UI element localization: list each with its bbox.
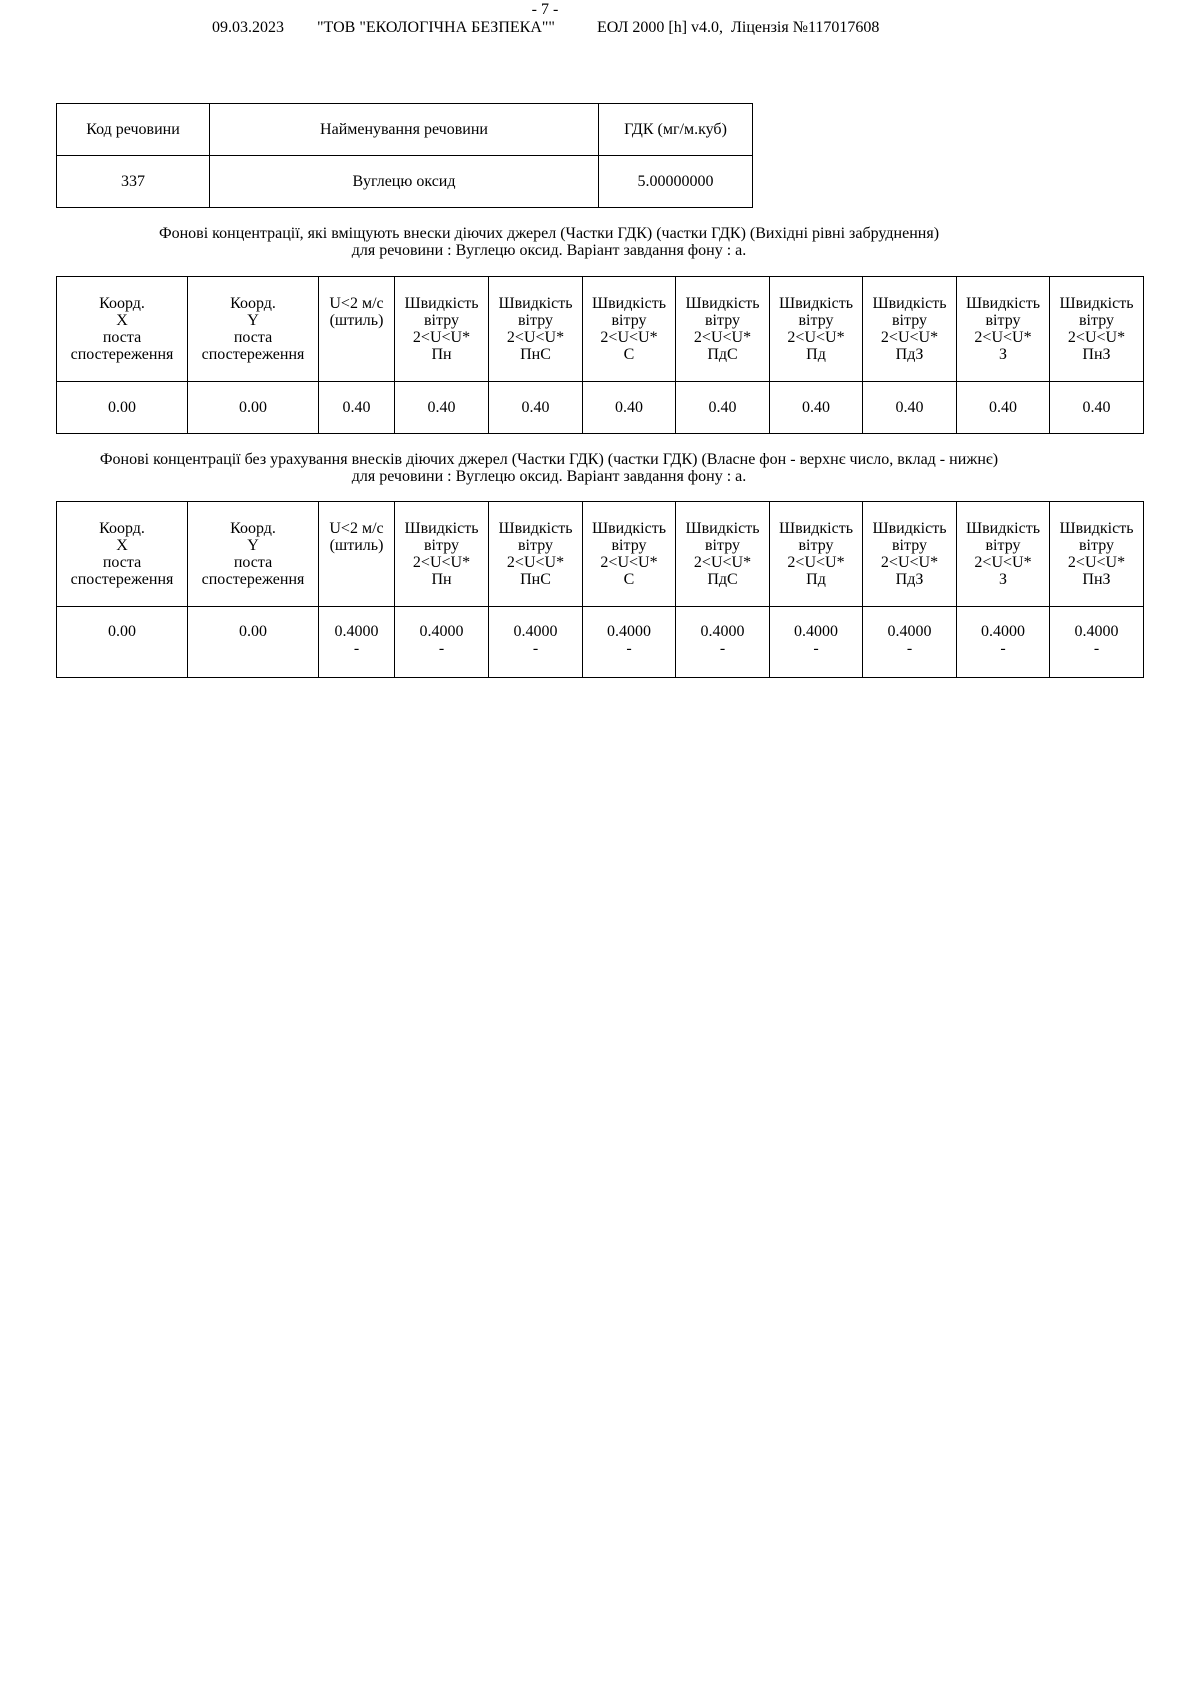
- table1-value-s: 0.40: [770, 382, 863, 434]
- header-line: вітру: [1079, 312, 1114, 329]
- table2-header-y: [188, 502, 319, 607]
- table1-value-x: 0.00: [57, 382, 188, 434]
- table2-header-s: [770, 502, 863, 607]
- table1-value-n: 0.40: [395, 382, 489, 434]
- background-value: 0.4000: [419, 623, 464, 640]
- table2-value-sw: [863, 607, 957, 678]
- header-line: Швидкість: [778, 520, 853, 537]
- table2-value-x: [57, 607, 188, 678]
- section2-caption: [0, 451, 1098, 485]
- header-line: Швидкість: [872, 520, 947, 537]
- table2-header-ne: [489, 502, 583, 607]
- background-value: 0.4000: [334, 623, 379, 640]
- header-line: спостереження: [201, 571, 305, 588]
- table1-header-s: [770, 277, 863, 382]
- table1-header-nw: [1050, 277, 1144, 382]
- table1-header-x: [57, 277, 188, 382]
- table2-value-w: [957, 607, 1050, 678]
- header-line: поста: [233, 554, 273, 571]
- header-line: 2<U<U*: [787, 329, 845, 346]
- section1-caption-line2: для речовини : Вуглецю оксид. Варіант завдання фону : а.: [351, 242, 747, 259]
- header-line: вітру: [892, 312, 927, 329]
- header-line: Швидкість: [778, 295, 853, 312]
- table1-header-e: [583, 277, 676, 382]
- header-line: 2<U<U*: [600, 554, 658, 571]
- background-concentration-table-2: [56, 501, 1144, 678]
- document-header: [212, 18, 879, 38]
- table2-header-row: [57, 502, 1144, 607]
- header-line: (штиль): [329, 312, 384, 329]
- header-line: вітру: [798, 312, 834, 329]
- header-line: З: [998, 346, 1007, 363]
- contribution-value: -: [906, 640, 913, 657]
- header-line: ПдС: [707, 346, 738, 363]
- table2-value-calm: [319, 607, 395, 678]
- table2-value-e: [583, 607, 676, 678]
- background-value: 0.4000: [1074, 623, 1119, 640]
- header-line: вітру: [518, 537, 553, 554]
- table1-header-n: [395, 277, 489, 382]
- table1-value-y: 0.00: [188, 382, 319, 434]
- background-value: 0.4000: [700, 623, 745, 640]
- header-line: ПдС: [707, 571, 738, 588]
- table1-header-se: [676, 277, 770, 382]
- header-line: Швидкість: [591, 520, 666, 537]
- table1-value-row: [57, 382, 1144, 434]
- table2-value-row: [57, 607, 1144, 678]
- table1-header-sw: [863, 277, 957, 382]
- header-line: Y: [247, 312, 259, 329]
- header-line: Швидкість: [404, 295, 479, 312]
- header-line: 2<U<U*: [787, 554, 845, 571]
- header-line: вітру: [985, 537, 1021, 554]
- contribution-value: -: [813, 640, 819, 657]
- table2-value-n: [395, 607, 489, 678]
- header-line: Y: [247, 537, 259, 554]
- background-value: 0.00: [108, 623, 136, 640]
- substance-table: [56, 103, 753, 208]
- contribution-value: -: [532, 640, 539, 657]
- section2-caption-line1: Фонові концентрації без урахування внесків діючих джерел (Частки ГДК) (частки ГДК) (Власне фон - верхнє число, вклад - нижнє): [99, 451, 999, 468]
- header-line: вітру: [611, 312, 647, 329]
- table1-value-e: 0.40: [583, 382, 676, 434]
- header-software: ЕОЛ 2000 [h] v4.0, Ліцензія №117017608: [597, 19, 880, 36]
- contribution-value: -: [719, 640, 726, 657]
- header-line: Швидкість: [1059, 520, 1134, 537]
- table2-value-y: [188, 607, 319, 678]
- header-line: поста: [102, 554, 142, 571]
- header-line: Швидкість: [404, 520, 479, 537]
- background-value: 0.4000: [607, 623, 651, 640]
- header-line: Пд: [806, 571, 826, 588]
- header-date: 09.03.2023: [212, 19, 284, 36]
- table1-value-nw: 0.40: [1050, 382, 1144, 434]
- header-line: поста: [102, 329, 142, 346]
- header-line: З: [998, 571, 1007, 588]
- header-line: 2<U<U*: [974, 329, 1032, 346]
- background-value: 0.4000: [794, 623, 838, 640]
- header-line: С: [623, 571, 635, 588]
- table1-value-ne: 0.40: [489, 382, 583, 434]
- header-line: 2<U<U*: [412, 554, 471, 571]
- table2-header-calm: [319, 502, 395, 607]
- contribution-value: -: [438, 640, 445, 657]
- table1-header-y: [188, 277, 319, 382]
- header-line: ПнС: [520, 346, 551, 363]
- header-line: спостереження: [70, 346, 174, 363]
- table1-header-ne: [489, 277, 583, 382]
- substance-limit-header: ГДК (мг/м.куб): [599, 104, 753, 156]
- table1-value-se: 0.40: [676, 382, 770, 434]
- contribution-value: -: [626, 640, 632, 657]
- header-line: вітру: [1079, 537, 1114, 554]
- table1-value-sw: 0.40: [863, 382, 957, 434]
- header-line: вітру: [705, 537, 740, 554]
- header-line: ПдЗ: [895, 571, 924, 588]
- header-line: Швидкість: [498, 520, 573, 537]
- header-line: Швидкість: [685, 520, 760, 537]
- header-line: Швидкість: [685, 295, 760, 312]
- table2-header-nw: [1050, 502, 1144, 607]
- contribution-value: -: [1000, 640, 1006, 657]
- header-line: вітру: [892, 537, 927, 554]
- header-line: 2<U<U*: [693, 554, 752, 571]
- header-line: Швидкість: [965, 295, 1040, 312]
- header-line: 2<U<U*: [693, 329, 752, 346]
- header-line: Коорд.: [230, 295, 276, 312]
- header-line: вітру: [985, 312, 1021, 329]
- table2-header-se: [676, 502, 770, 607]
- header-line: 2<U<U*: [506, 329, 565, 346]
- header-line: Коорд.: [99, 520, 145, 537]
- table2-value-ne: [489, 607, 583, 678]
- table1-value-calm: 0.40: [319, 382, 395, 434]
- header-line: 2<U<U*: [412, 329, 471, 346]
- table2-header-w: [957, 502, 1050, 607]
- header-line: X: [116, 312, 128, 329]
- section2-caption-line2: для речовини : Вуглецю оксид. Варіант завдання фону : а.: [351, 468, 747, 485]
- table2-header-n: [395, 502, 489, 607]
- table2-header-x: [57, 502, 188, 607]
- table2-value-se: [676, 607, 770, 678]
- header-line: Коорд.: [230, 520, 276, 537]
- contribution-value: -: [353, 640, 360, 657]
- header-line: 2<U<U*: [1067, 554, 1126, 571]
- table2-value-s: [770, 607, 863, 678]
- header-line: U<2 м/с: [329, 520, 384, 537]
- header-line: вітру: [518, 312, 553, 329]
- header-line: ПнЗ: [1082, 571, 1111, 588]
- substance-name-header: Найменування речовини: [210, 104, 599, 156]
- header-line: вітру: [424, 537, 459, 554]
- background-concentration-table-1: [56, 276, 1144, 434]
- substance-code: 337: [57, 156, 210, 208]
- header-line: спостереження: [201, 346, 305, 363]
- header-line: Швидкість: [872, 295, 947, 312]
- header-line: 2<U<U*: [1067, 329, 1126, 346]
- header-line: Швидкість: [1059, 295, 1134, 312]
- header-line: ПдЗ: [895, 346, 924, 363]
- header-line: U<2 м/с: [329, 295, 384, 312]
- header-line: поста: [233, 329, 273, 346]
- header-company: "ТОВ "ЕКОЛОГІЧНА БЕЗПЕКА"": [317, 19, 555, 36]
- header-line: Швидкість: [591, 295, 666, 312]
- header-line: 2<U<U*: [600, 329, 658, 346]
- substance-name: Вуглецю оксид: [210, 156, 599, 208]
- header-line: 2<U<U*: [506, 554, 565, 571]
- header-line: вітру: [705, 312, 740, 329]
- header-line: (штиль): [329, 537, 384, 554]
- page-number: - 7 -: [531, 1, 559, 18]
- table2-header-e: [583, 502, 676, 607]
- header-line: 2<U<U*: [880, 554, 939, 571]
- table1-value-w: 0.40: [957, 382, 1050, 434]
- substance-limit: 5.00000000: [599, 156, 753, 208]
- header-line: спостереження: [70, 571, 174, 588]
- header-line: Швидкість: [498, 295, 573, 312]
- header-line: 2<U<U*: [880, 329, 939, 346]
- substance-code-header: Код речовини: [57, 104, 210, 156]
- table2-value-nw: [1050, 607, 1144, 678]
- header-line: Пд: [806, 346, 826, 363]
- table1-header-calm: [319, 277, 395, 382]
- background-value: 0.4000: [513, 623, 558, 640]
- header-line: ПнС: [520, 571, 551, 588]
- header-line: Пн: [431, 346, 452, 363]
- section1-caption-line1: Фонові концентрації, які вміщують внески діючих джерел (Частки ГДК) (частки ГДК) (Вихідні рівні забруднення): [158, 225, 940, 242]
- background-value: 0.00: [239, 623, 267, 640]
- header-line: ПнЗ: [1082, 346, 1111, 363]
- background-value: 0.4000: [887, 623, 932, 640]
- contribution-value: -: [1093, 640, 1100, 657]
- table1-header-row: [57, 277, 1144, 382]
- header-line: 2<U<U*: [974, 554, 1032, 571]
- section1-caption: [0, 225, 1098, 259]
- substance-row: [57, 156, 753, 208]
- table1-header-w: [957, 277, 1050, 382]
- header-line: Швидкість: [965, 520, 1040, 537]
- header-line: вітру: [798, 537, 834, 554]
- header-line: вітру: [611, 537, 647, 554]
- header-line: вітру: [424, 312, 459, 329]
- background-value: 0.4000: [981, 623, 1025, 640]
- header-line: X: [116, 537, 128, 554]
- substance-header-row: [57, 104, 753, 156]
- header-line: Коорд.: [99, 295, 145, 312]
- header-line: Пн: [431, 571, 452, 588]
- table2-header-sw: [863, 502, 957, 607]
- header-line: С: [623, 346, 635, 363]
